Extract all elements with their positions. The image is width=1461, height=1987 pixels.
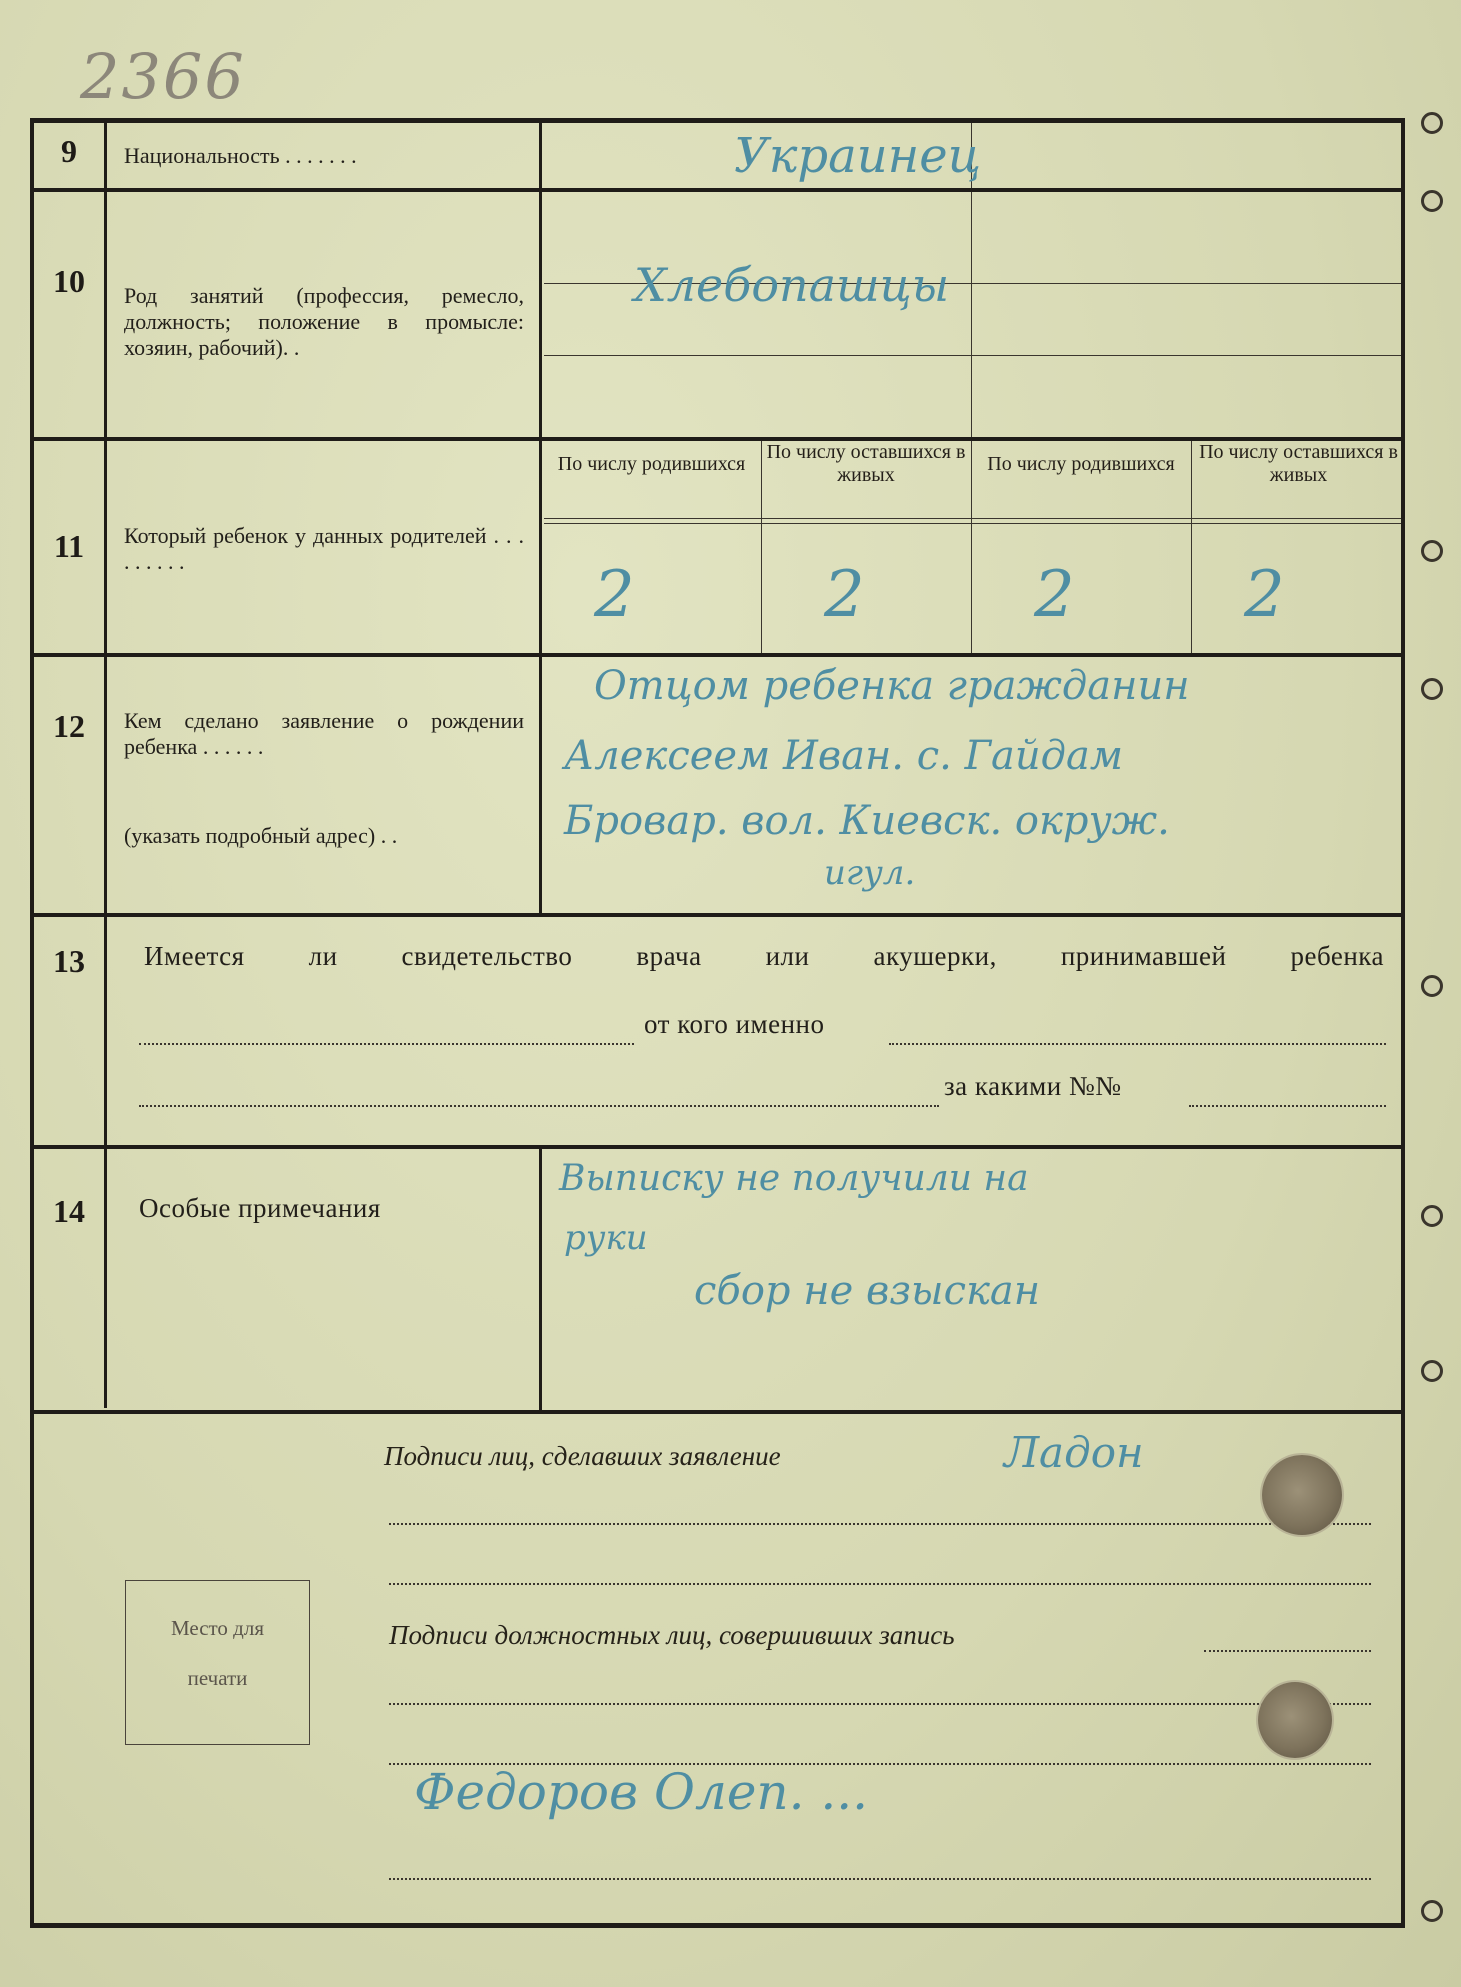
notes-line-2: руки bbox=[564, 1218, 648, 1258]
notes-line-3: сбор не взыскан bbox=[694, 1268, 1041, 1314]
binding-ring bbox=[1421, 112, 1443, 134]
label-column-divider-14 bbox=[539, 1145, 542, 1410]
value-occupation: Хлебопашцы bbox=[634, 258, 950, 312]
sig-dots-2 bbox=[389, 1583, 1371, 1585]
row-11-header-line-2 bbox=[544, 523, 1401, 524]
label-declarant: Кем сделано заявление о рождении ребенка . . . . . . bbox=[124, 708, 524, 759]
col-head-alive-2: По числу оставшихся в живых bbox=[1199, 441, 1398, 486]
binding-ring bbox=[1421, 975, 1443, 997]
declarant-line-2: Алексеем Иван. с. Гайдам bbox=[564, 733, 1124, 779]
applicants-signature-label: Подписи лиц, сделавших заявление bbox=[384, 1441, 781, 1471]
certificate-dots-2 bbox=[889, 1043, 1386, 1045]
binding-ring bbox=[1421, 1205, 1443, 1227]
row-number-14: 14 bbox=[53, 1193, 85, 1229]
numbers-label: за какими №№ bbox=[944, 1071, 1122, 1101]
value-born-1: 2 bbox=[594, 558, 635, 632]
stamp-place bbox=[125, 1580, 310, 1745]
row-number-9: 9 bbox=[61, 133, 77, 169]
certificate-dots-1 bbox=[139, 1043, 634, 1045]
value-nationality: Украинец bbox=[734, 128, 982, 184]
row-10-line-2 bbox=[544, 355, 1401, 356]
row-9-bottom bbox=[34, 188, 1401, 192]
col-head-born-1: По числу родившихся bbox=[557, 453, 746, 475]
label-address: (указать подробный адрес) . . bbox=[124, 823, 398, 848]
corner-number: 2366 bbox=[80, 40, 246, 113]
row-11-bottom bbox=[34, 653, 1401, 657]
declarant-line-3: Бровар. вол. Киевск. окруж. bbox=[564, 798, 1170, 844]
seal-hole-1 bbox=[1262, 1455, 1342, 1535]
label-nationality: Национальность . . . . . . . bbox=[124, 143, 357, 168]
stamp-place-line-1: Место для bbox=[170, 1616, 265, 1640]
official-signature: Федоров Олеп. ... bbox=[414, 1763, 869, 1821]
row-number-13: 13 bbox=[53, 943, 85, 979]
label-occupation: Род занятий (профессия, ремесло, должность; положение в промысле: хозяин, рабочий). . bbox=[124, 283, 524, 360]
binding-ring bbox=[1421, 678, 1443, 700]
label-column-divider bbox=[539, 123, 542, 913]
row-12-bottom bbox=[34, 913, 1401, 917]
certificate-dots-4 bbox=[1189, 1105, 1386, 1107]
binding-ring bbox=[1421, 1900, 1443, 1922]
col-head-born-2: По числу родившихся bbox=[987, 453, 1175, 475]
row-number-10: 10 bbox=[53, 263, 85, 299]
sig-dots-1 bbox=[389, 1523, 1371, 1525]
notes-line-1: Выписку не получили на bbox=[559, 1158, 1029, 1199]
certificate-question: Имеется ли свидетельство врача или акушерки, принимавшей ребенка bbox=[144, 941, 1384, 971]
value-alive-2: 2 bbox=[1244, 558, 1285, 632]
sig-dots-4 bbox=[389, 1703, 1371, 1705]
value-split-11b bbox=[971, 441, 972, 653]
row-14-bottom bbox=[34, 1410, 1401, 1414]
value-born-2: 2 bbox=[1034, 558, 1075, 632]
sig-dots-3 bbox=[1204, 1650, 1371, 1652]
row-11-header-line bbox=[544, 518, 1401, 519]
declarant-line-4: игул. bbox=[824, 853, 916, 893]
label-child-order: Который ребенок у данных родителей . . . . . . . . . bbox=[124, 523, 524, 574]
seal-hole-2 bbox=[1258, 1682, 1332, 1758]
officials-signature-label: Подписи должностных лиц, совершивших запись bbox=[389, 1620, 955, 1650]
row-number-12: 12 bbox=[53, 708, 85, 744]
value-alive-1: 2 bbox=[824, 558, 865, 632]
sig-dots-6 bbox=[389, 1878, 1371, 1880]
certificate-dots-3 bbox=[139, 1105, 939, 1107]
binding-ring bbox=[1421, 540, 1443, 562]
label-special-notes: Особые примечания bbox=[139, 1193, 381, 1223]
from-whom-label: от кого именно bbox=[644, 1009, 825, 1039]
binding-ring bbox=[1421, 190, 1443, 212]
number-column-divider bbox=[104, 123, 107, 1408]
stamp-place-line-2: печати bbox=[187, 1666, 248, 1690]
binding-ring bbox=[1421, 1360, 1443, 1382]
declarant-line-1: Отцом ребенка гражданин bbox=[594, 663, 1190, 709]
row-13-bottom bbox=[34, 1145, 1401, 1149]
row-number-11: 11 bbox=[53, 528, 85, 564]
value-split-11c bbox=[1191, 441, 1192, 653]
applicant-signature: Ладон bbox=[1004, 1428, 1144, 1477]
value-split-11a bbox=[761, 441, 762, 653]
col-head-alive-1: По числу оставшихся в живых bbox=[766, 441, 966, 486]
